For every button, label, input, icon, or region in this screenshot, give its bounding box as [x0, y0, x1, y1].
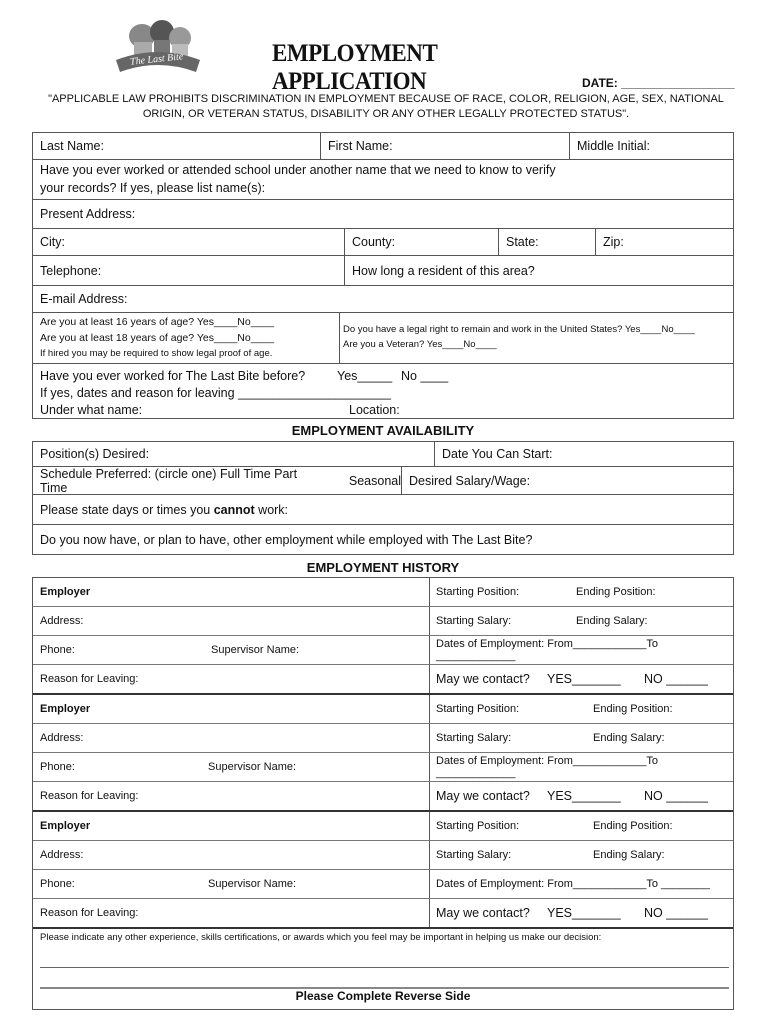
- may-contact-label: May we contact?: [436, 906, 530, 920]
- employment-dates-field[interactable]: Dates of Employment: From____________To _____________: [436, 755, 658, 779]
- employer-block: [33, 578, 733, 695]
- middle-initial-field[interactable]: Middle Initial:: [569, 133, 733, 159]
- employer-phone-field[interactable]: Phone:: [40, 644, 75, 656]
- starting-position-field[interactable]: Starting Position:: [436, 820, 520, 832]
- supervisor-name-field[interactable]: Supervisor Name:: [208, 878, 297, 890]
- company-logo: [112, 14, 204, 80]
- employer-block: [33, 812, 733, 929]
- other-employment-field[interactable]: Do you now have, or plan to have, other employment while employed with The Last Bite?: [40, 532, 533, 547]
- starting-salary-field[interactable]: Starting Salary:: [436, 849, 512, 861]
- start-date-field[interactable]: Date You Can Start:: [434, 442, 733, 466]
- may-contact-label: May we contact?: [436, 672, 530, 686]
- unavailable-times-field[interactable]: Please state days or times you cannot work:: [40, 502, 289, 517]
- employer-field[interactable]: Employer: [40, 703, 91, 715]
- contact-yes-field[interactable]: YES_______: [547, 906, 621, 920]
- employer-field[interactable]: Employer: [40, 820, 91, 832]
- first-name-field[interactable]: First Name:: [320, 133, 569, 159]
- employer-address-field[interactable]: Address:: [40, 732, 84, 744]
- other-name-field[interactable]: Have you ever worked or attended school under another name that we need to know to verify your records? If yes, please list name(s):: [33, 160, 733, 200]
- employer-phone-field[interactable]: Phone:: [40, 761, 75, 773]
- reason-leaving-field[interactable]: Reason for Leaving:: [40, 673, 139, 685]
- reason-leaving-field[interactable]: Reason for Leaving:: [40, 790, 139, 802]
- desired-salary-field[interactable]: Desired Salary/Wage:: [401, 467, 733, 494]
- employer-phone-field[interactable]: Phone:: [40, 878, 75, 890]
- starting-salary-field[interactable]: Starting Salary:: [436, 732, 512, 744]
- previous-employment-question[interactable]: Have you ever worked for The Last Bite before? Yes_____ No ____ If yes, dates and reason for leaving ______________________ Under what name: Location:: [40, 369, 449, 417]
- employment-dates-field[interactable]: Dates of Employment: From____________To ________: [436, 878, 710, 890]
- reason-leaving-field[interactable]: Reason for Leaving:: [40, 907, 139, 919]
- employer-address-field[interactable]: Address:: [40, 849, 84, 861]
- employer-address-field[interactable]: Address:: [40, 615, 84, 627]
- ending-position-field[interactable]: Ending Position:: [593, 703, 673, 715]
- contact-no-field[interactable]: NO ______: [644, 672, 708, 686]
- legal-veteran-questions[interactable]: Do you have a legal right to remain and work in the United States? Yes____No____ Are you a Veteran? Yes____No____: [339, 313, 733, 363]
- employment-history-section: [32, 577, 734, 1010]
- ending-position-field[interactable]: Ending Position:: [576, 586, 656, 598]
- availability-heading: EMPLOYMENT AVAILABILITY: [291, 423, 475, 438]
- starting-salary-field[interactable]: Starting Salary:: [436, 615, 512, 627]
- state-field[interactable]: State:: [498, 229, 595, 255]
- starting-position-field[interactable]: Starting Position:: [436, 586, 520, 598]
- date-field[interactable]: DATE: _________________: [582, 76, 735, 90]
- employment-dates-field[interactable]: Dates of Employment: From____________To _____________: [436, 638, 658, 662]
- may-contact-label: May we contact?: [436, 789, 530, 803]
- logo-text: The Last Bite: [129, 51, 184, 68]
- ending-salary-field[interactable]: Ending Salary:: [576, 615, 648, 627]
- county-field[interactable]: County:: [344, 229, 498, 255]
- supervisor-name-field[interactable]: Supervisor Name:: [211, 644, 300, 656]
- availability-section: [32, 441, 734, 555]
- other-experience-field[interactable]: Please indicate any other experience, skills certifications, or awards which you feel may be important in helping us make our decision: Please Complete Reverse Side: [33, 929, 733, 1017]
- contact-yes-field[interactable]: YES_______: [547, 789, 621, 803]
- ending-salary-field[interactable]: Ending Salary:: [593, 732, 665, 744]
- supervisor-name-field[interactable]: Supervisor Name:: [208, 761, 297, 773]
- ending-position-field[interactable]: Ending Position:: [593, 820, 673, 832]
- email-field[interactable]: E-mail Address:: [40, 292, 128, 306]
- schedule-field[interactable]: Schedule Preferred: (circle one) Full Time Part Time Seasonal: [40, 466, 401, 495]
- telephone-field[interactable]: Telephone:: [40, 263, 102, 278]
- history-heading: EMPLOYMENT HISTORY: [306, 560, 460, 575]
- contact-no-field[interactable]: NO ______: [644, 789, 708, 803]
- employer-block: [33, 695, 733, 812]
- contact-yes-field[interactable]: YES_______: [547, 672, 621, 686]
- last-name-field[interactable]: Last Name:: [40, 139, 104, 153]
- resident-duration-field[interactable]: How long a resident of this area?: [344, 256, 733, 285]
- present-address-field[interactable]: Present Address:: [40, 207, 136, 221]
- city-field[interactable]: City:: [40, 235, 65, 249]
- positions-desired-field[interactable]: Position(s) Desired:: [40, 447, 150, 461]
- reverse-side-note: Please Complete Reverse Side: [295, 989, 471, 1003]
- employer-field[interactable]: Employer: [40, 586, 91, 598]
- personal-info-section: [32, 132, 734, 419]
- ending-salary-field[interactable]: Ending Salary:: [593, 849, 665, 861]
- age-questions[interactable]: Are you at least 16 years of age? Yes____No____ Are you at least 18 years of age? Yes____No____ If hired you may be required to show legal proof of age.: [40, 316, 275, 359]
- zip-field[interactable]: Zip:: [595, 229, 733, 255]
- starting-position-field[interactable]: Starting Position:: [436, 703, 520, 715]
- contact-no-field[interactable]: NO ______: [644, 906, 708, 920]
- page-title: EMPLOYMENT APPLICATION: [272, 40, 437, 95]
- discrimination-notice: "APPLICABLE LAW PROHIBITS DISCRIMINATION IN EMPLOYMENT BECAUSE OF RACE, COLOR, RELIGION, AGE, SEX, NATIONAL ORIGIN, OR VETERAN STATUS, DISABILITY OR ANY OTHER LEGALLY PROTECTED STATUS".: [48, 93, 724, 120]
